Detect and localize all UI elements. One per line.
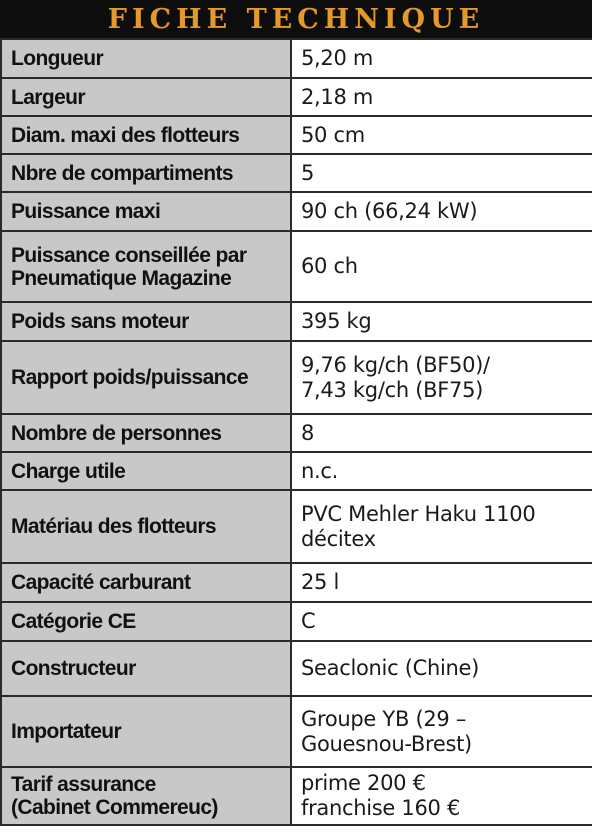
spec-value-line: décitex <box>301 526 376 551</box>
spec-value <box>291 154 592 192</box>
spec-label-line: Importateur <box>11 720 122 743</box>
spec-value-line: 5 <box>301 160 315 185</box>
spec-label-line: Matériau des flotteurs <box>11 515 217 538</box>
spec-label <box>1 563 291 602</box>
spec-label <box>1 231 291 302</box>
spec-row <box>1 192 592 231</box>
spec-value-line: 2,18 m <box>301 84 374 109</box>
spec-value-line: 25 l <box>301 570 340 594</box>
spec-label-line: Poids sans moteur <box>11 310 189 333</box>
spec-value-line: 8 <box>301 420 315 445</box>
spec-value <box>291 302 592 341</box>
spec-value-line: PVC Mehler Haku 1100 <box>301 501 536 526</box>
spec-value <box>291 192 592 231</box>
spec-label-line: Nbre de compartiments <box>11 161 233 185</box>
spec-value <box>291 414 592 452</box>
spec-value-line: 7,43 kg/ch (BF75) <box>301 377 484 402</box>
spec-label <box>1 39 291 78</box>
spec-value <box>291 602 592 641</box>
spec-label-line: Puissance maxi <box>11 200 161 223</box>
spec-value <box>291 116 592 154</box>
spec-value-line: franchise 160 € <box>301 796 461 820</box>
spec-label-line: Charge utile <box>11 459 126 483</box>
sheet-title: FICHE TECHNIQUE <box>107 3 485 35</box>
spec-value-line: Gouesnou-Brest) <box>301 731 472 756</box>
spec-value-line: n.c. <box>301 458 339 483</box>
spec-label-line: Diam. maxi des flotteurs <box>11 123 240 147</box>
spec-value <box>291 341 592 414</box>
spec-label-line: Tarif assurance <box>11 773 156 796</box>
spec-row <box>1 767 592 825</box>
spec-label-line: Pneumatique Magazine <box>11 266 232 290</box>
spec-label-line: Catégorie CE <box>11 610 136 633</box>
spec-value <box>291 490 592 563</box>
spec-value <box>291 641 592 696</box>
spec-label-line: Capacité carburant <box>11 571 191 594</box>
spec-table-body <box>1 39 592 825</box>
spec-row <box>1 116 592 154</box>
spec-row <box>1 39 592 78</box>
spec-label <box>1 696 291 767</box>
spec-label-line: Rapport poids/puissance <box>11 366 249 389</box>
spec-row <box>1 231 592 302</box>
spec-label <box>1 767 291 825</box>
spec-label <box>1 641 291 696</box>
spec-row <box>1 602 592 641</box>
spec-label <box>1 302 291 341</box>
spec-table <box>0 38 592 826</box>
spec-label <box>1 602 291 641</box>
spec-value <box>291 78 592 116</box>
spec-label-line: Nombre de personnes <box>11 421 222 445</box>
spec-value <box>291 696 592 767</box>
spec-label <box>1 341 291 414</box>
spec-row <box>1 341 592 414</box>
spec-row <box>1 302 592 341</box>
spec-label <box>1 414 291 452</box>
spec-label <box>1 154 291 192</box>
spec-label-line: Largeur <box>11 85 85 109</box>
spec-value-line: 5,20 m <box>301 46 374 70</box>
spec-row <box>1 490 592 563</box>
spec-label-line: Constructeur <box>11 657 136 680</box>
spec-label <box>1 490 291 563</box>
spec-value-line: Seaclonic (Chine) <box>301 656 480 680</box>
spec-value-line: 60 ch <box>301 254 358 278</box>
spec-label-line: Puissance conseillée par <box>11 243 247 267</box>
spec-value-line: C <box>301 609 316 633</box>
spec-value-line: 9,76 kg/ch (BF50)/ <box>301 352 490 377</box>
spec-label-line: (Cabinet Commereuc) <box>11 796 218 819</box>
spec-label <box>1 116 291 154</box>
spec-row <box>1 78 592 116</box>
spec-value-line: Groupe YB (29 – <box>301 706 467 731</box>
spec-value <box>291 767 592 825</box>
spec-value <box>291 231 592 302</box>
title-bar <box>0 0 592 38</box>
spec-row <box>1 452 592 490</box>
spec-label <box>1 192 291 231</box>
spec-row <box>1 154 592 192</box>
spec-value-line: 395 kg <box>301 309 372 333</box>
spec-label <box>1 78 291 116</box>
spec-row <box>1 696 592 767</box>
spec-value <box>291 563 592 602</box>
spec-label <box>1 452 291 490</box>
spec-value <box>291 452 592 490</box>
spec-value-line: prime 200 € <box>301 771 426 795</box>
spec-label-line: Longueur <box>11 47 104 70</box>
spec-row <box>1 563 592 602</box>
spec-row <box>1 414 592 452</box>
spec-value <box>291 39 592 78</box>
spec-row <box>1 641 592 696</box>
spec-value-line: 90 ch (66,24 kW) <box>301 199 478 223</box>
spec-value-line: 50 cm <box>301 122 365 147</box>
